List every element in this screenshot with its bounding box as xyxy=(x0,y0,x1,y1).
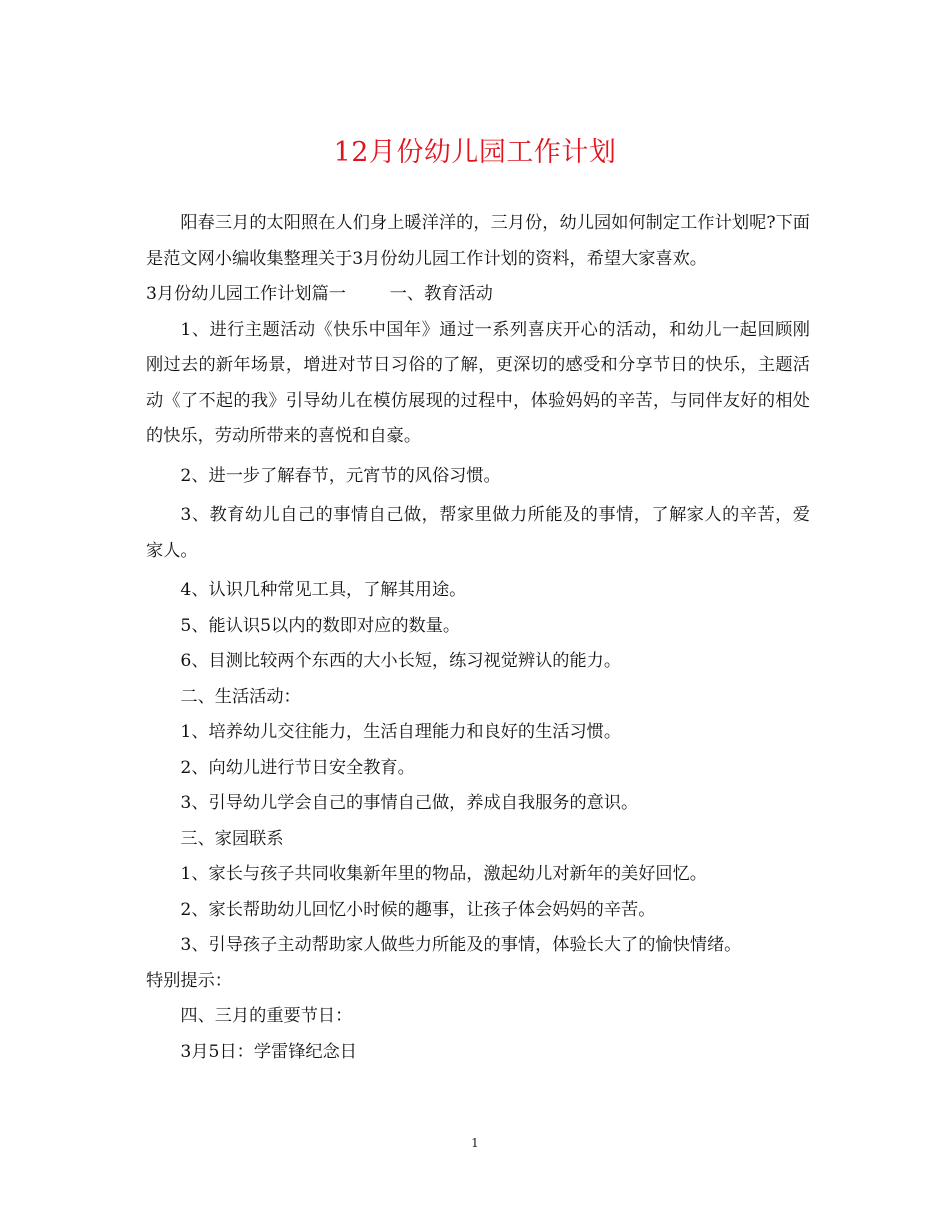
home-item-3: 3、引导孩子主动帮助家人做些力所能及的事情，体验长大了的愉快情绪。 xyxy=(180,935,742,955)
life-item-3: 3、引导幼儿学会自己的事情自己做，养成自我服务的意识。 xyxy=(180,793,639,813)
intro-paragraph: 阳春三月的太阳照在人们身上暖洋洋的，三月份，幼儿园如何制定工作计划呢?下面是范文网小编收集整理关于3月份幼儿园工作计划的资料，希望大家喜欢。 xyxy=(146,213,810,269)
edu-item-2: 2、进一步了解春节，元宵节的风俗习惯。 xyxy=(180,465,501,486)
life-item-2: 2、向幼儿进行节日安全教育。 xyxy=(180,757,415,778)
home-item-1: 1、家长与孩子共同收集新年里的物品，激起幼儿对新年的美好回忆。 xyxy=(180,864,707,884)
document-body xyxy=(146,206,810,1070)
edu-item-4: 4、认识几种常见工具，了解其用途。 xyxy=(180,580,467,600)
section3-heading: 三、家园联系 xyxy=(180,828,284,849)
section1-heading: 3月份幼儿园工作计划篇一 一、教育活动 xyxy=(146,284,493,304)
page-number: 1 xyxy=(471,1136,479,1150)
section2-heading: 二、生活活动： xyxy=(180,686,301,707)
document-title: 12月份幼儿园工作计划 xyxy=(333,137,617,168)
edu-item-5: 5、能认识5以内的数即对应的数量。 xyxy=(180,615,461,636)
edu-item-6: 6、目测比较两个东西的大小长短，练习视觉辨认的能力。 xyxy=(180,651,622,671)
edu-item-3: 3、教育幼儿自己的事情自己做，帮家里做力所能及的事情，了解家人的辛苦，爱家人。 xyxy=(146,505,810,561)
date-line: 3月5日：学雷锋纪念日 xyxy=(180,1041,357,1062)
special-note: 特别提示： xyxy=(146,970,232,991)
home-item-2: 2、家长帮助幼儿回忆小时候的趣事，让孩子体会妈妈的辛苦。 xyxy=(180,899,656,920)
life-item-1: 1、培养幼儿交往能力，生活自理能力和良好的生活习惯。 xyxy=(180,722,622,742)
section4-heading: 四、三月的重要节日： xyxy=(180,1006,353,1026)
edu-item-1: 1、进行主题活动《快乐中国年》通过一系列喜庆开心的活动，和幼儿一起回顾刚刚过去的新年场景，增进对节日习俗的了解，更深切的感受和分享节日的快乐，主题活动《了不起的我》引导幼儿在模仿展现的过程中，体验妈妈的辛苦，与同伴友好的相处的快乐，劳动所带来的喜悦和自豪。 xyxy=(146,319,810,446)
